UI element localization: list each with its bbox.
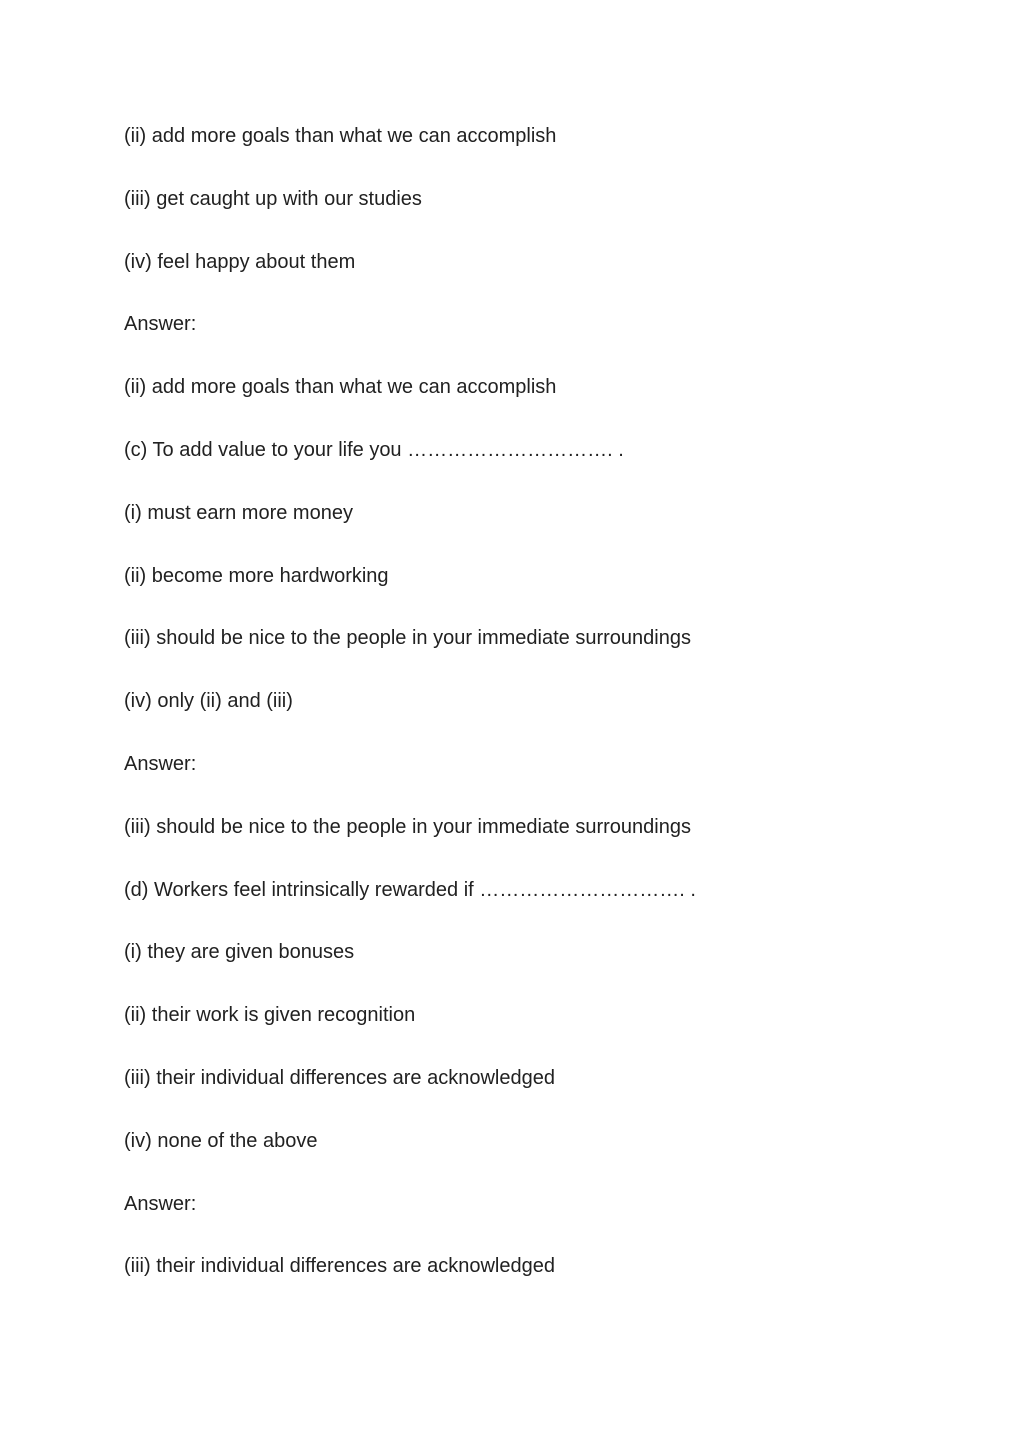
option-line: (iii) should be nice to the people in your immediate surroundings [124, 627, 691, 650]
answer-label: Answer: [124, 313, 197, 336]
option-line: (iv) feel happy about them [124, 250, 356, 273]
question-text: (c) To add value to your life you …………………………. . [124, 438, 624, 461]
option-line: (ii) their work is given recognition [124, 1004, 416, 1027]
option-line: (iii) their individual differences are acknowledged [124, 1066, 555, 1089]
answer-label: Answer: [124, 1192, 197, 1215]
question-text: (d) Workers feel intrinsically rewarded if …………………………. . [124, 878, 696, 901]
answer-text: (ii) add more goals than what we can accomplish [124, 376, 557, 399]
answer-text: (iii) should be nice to the people in your immediate surroundings [124, 815, 691, 838]
answer-text: (iii) their individual differences are acknowledged [124, 1255, 555, 1278]
option-line: (iv) none of the above [124, 1129, 318, 1152]
option-line: (i) they are given bonuses [124, 941, 355, 964]
option-line: (i) must earn more money [124, 501, 353, 524]
option-line: (ii) add more goals than what we can accomplish [124, 125, 557, 147]
document-page [124, 123, 924, 1316]
option-line: (iv) only (ii) and (iii) [124, 690, 293, 713]
option-line: (iii) get caught up with our studies [124, 187, 422, 210]
answer-label: Answer: [124, 752, 197, 775]
option-line: (ii) become more hardworking [124, 564, 389, 587]
